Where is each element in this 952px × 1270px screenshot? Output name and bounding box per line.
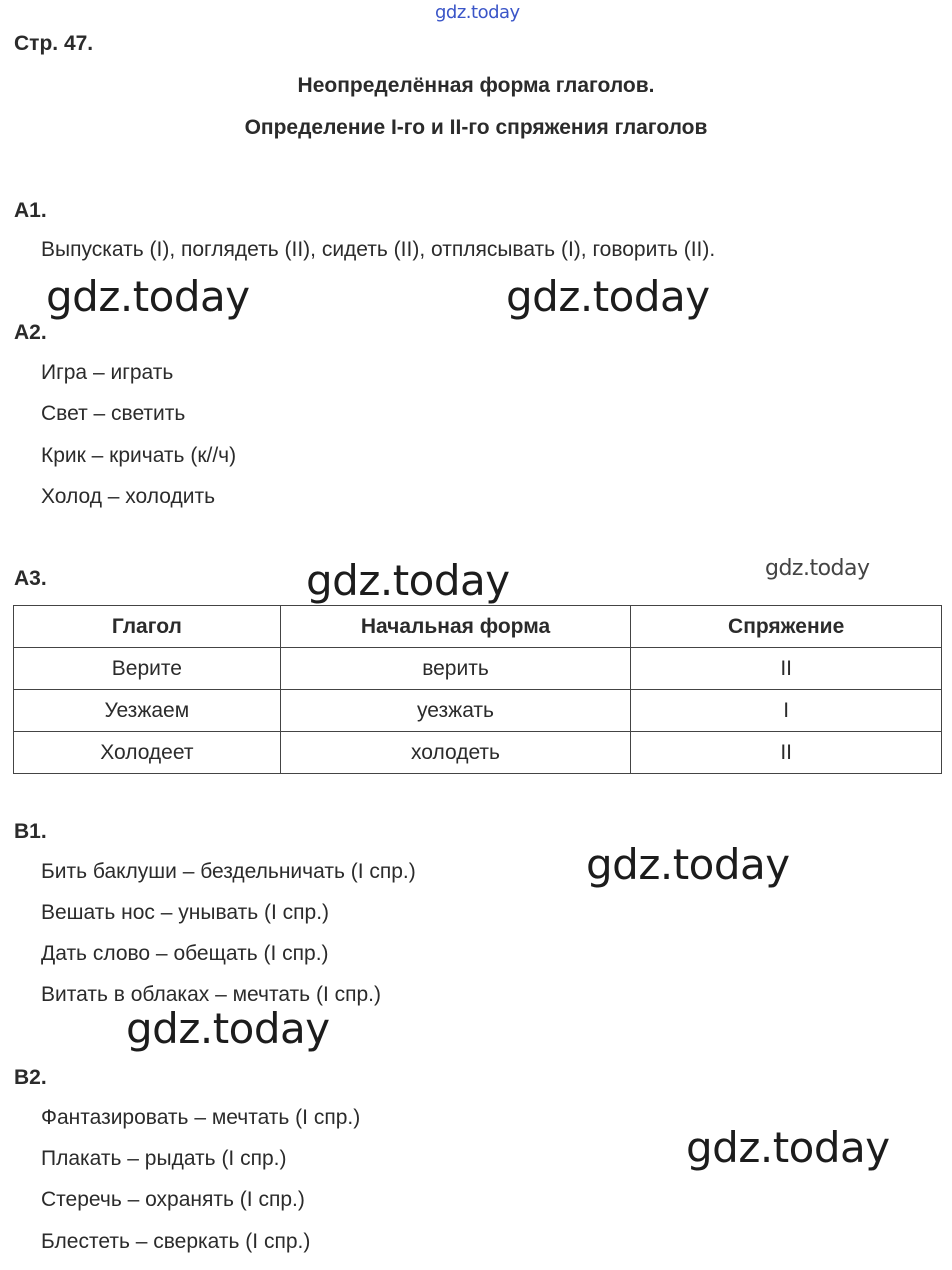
section-label-b2: В2. xyxy=(14,1066,47,1089)
watermark: gdz.today xyxy=(506,272,710,321)
watermark: gdz.today xyxy=(46,272,250,321)
b2-line: Стеречь – охранять (I спр.) xyxy=(41,1188,305,1211)
table-cell: II xyxy=(631,732,942,774)
a2-line: Крик – кричать (к//ч) xyxy=(41,444,237,467)
watermark: gdz.today xyxy=(765,556,870,581)
table-row xyxy=(14,690,942,732)
watermark: gdz.today xyxy=(306,556,510,605)
b2-line: Фантазировать – мечтать (I спр.) xyxy=(41,1106,361,1129)
page-number: Стр. 47. xyxy=(14,32,94,55)
table-cell: холодеть xyxy=(280,732,631,774)
a2-line: Холод – холодить xyxy=(41,485,216,508)
a2-line: Игра – играть xyxy=(41,361,174,384)
table-row xyxy=(14,732,942,774)
table-cell: Холодеет xyxy=(14,732,281,774)
watermark: gdz.today xyxy=(126,1004,330,1053)
table-cell: Верите xyxy=(14,648,281,690)
table-header-row xyxy=(14,606,942,648)
table-header-cell: Начальная форма xyxy=(280,606,631,648)
table-cell: уезжать xyxy=(280,690,631,732)
watermark-top: gdz.today xyxy=(435,2,520,23)
b1-line: Витать в облаках – мечтать (I спр.) xyxy=(41,983,381,1006)
table-cell: I xyxy=(631,690,942,732)
table-row xyxy=(14,648,942,690)
page-subtitle: Определение I-го и II-го спряжения глаголов xyxy=(244,116,708,139)
page-title: Неопределённая форма глаголов. xyxy=(297,74,655,97)
b1-line: Вешать нос – унывать (I спр.) xyxy=(41,901,330,924)
verbs-table xyxy=(13,605,942,774)
a1-line: Выпускать (I), поглядеть (II), сидеть (II), отплясывать (I), говорить (II). xyxy=(41,238,716,261)
b1-line: Бить баклуши – бездельничать (I спр.) xyxy=(41,860,416,883)
section-label-a3: А3. xyxy=(14,567,47,590)
table-cell: II xyxy=(631,648,942,690)
a2-line: Свет – светить xyxy=(41,402,186,425)
section-label-a2: А2. xyxy=(14,321,47,344)
b2-line: Плакать – рыдать (I спр.) xyxy=(41,1147,287,1170)
watermark: gdz.today xyxy=(686,1123,890,1172)
section-label-a1: А1. xyxy=(14,199,47,222)
b1-line: Дать слово – обещать (I спр.) xyxy=(41,942,329,965)
watermark: gdz.today xyxy=(586,840,790,889)
table-cell: Уезжаем xyxy=(14,690,281,732)
section-label-b1: В1. xyxy=(14,820,47,843)
table-header-cell: Глагол xyxy=(14,606,281,648)
table-cell: верить xyxy=(280,648,631,690)
b2-line: Блестеть – сверкать (I спр.) xyxy=(41,1230,311,1253)
table-header-cell: Спряжение xyxy=(631,606,942,648)
